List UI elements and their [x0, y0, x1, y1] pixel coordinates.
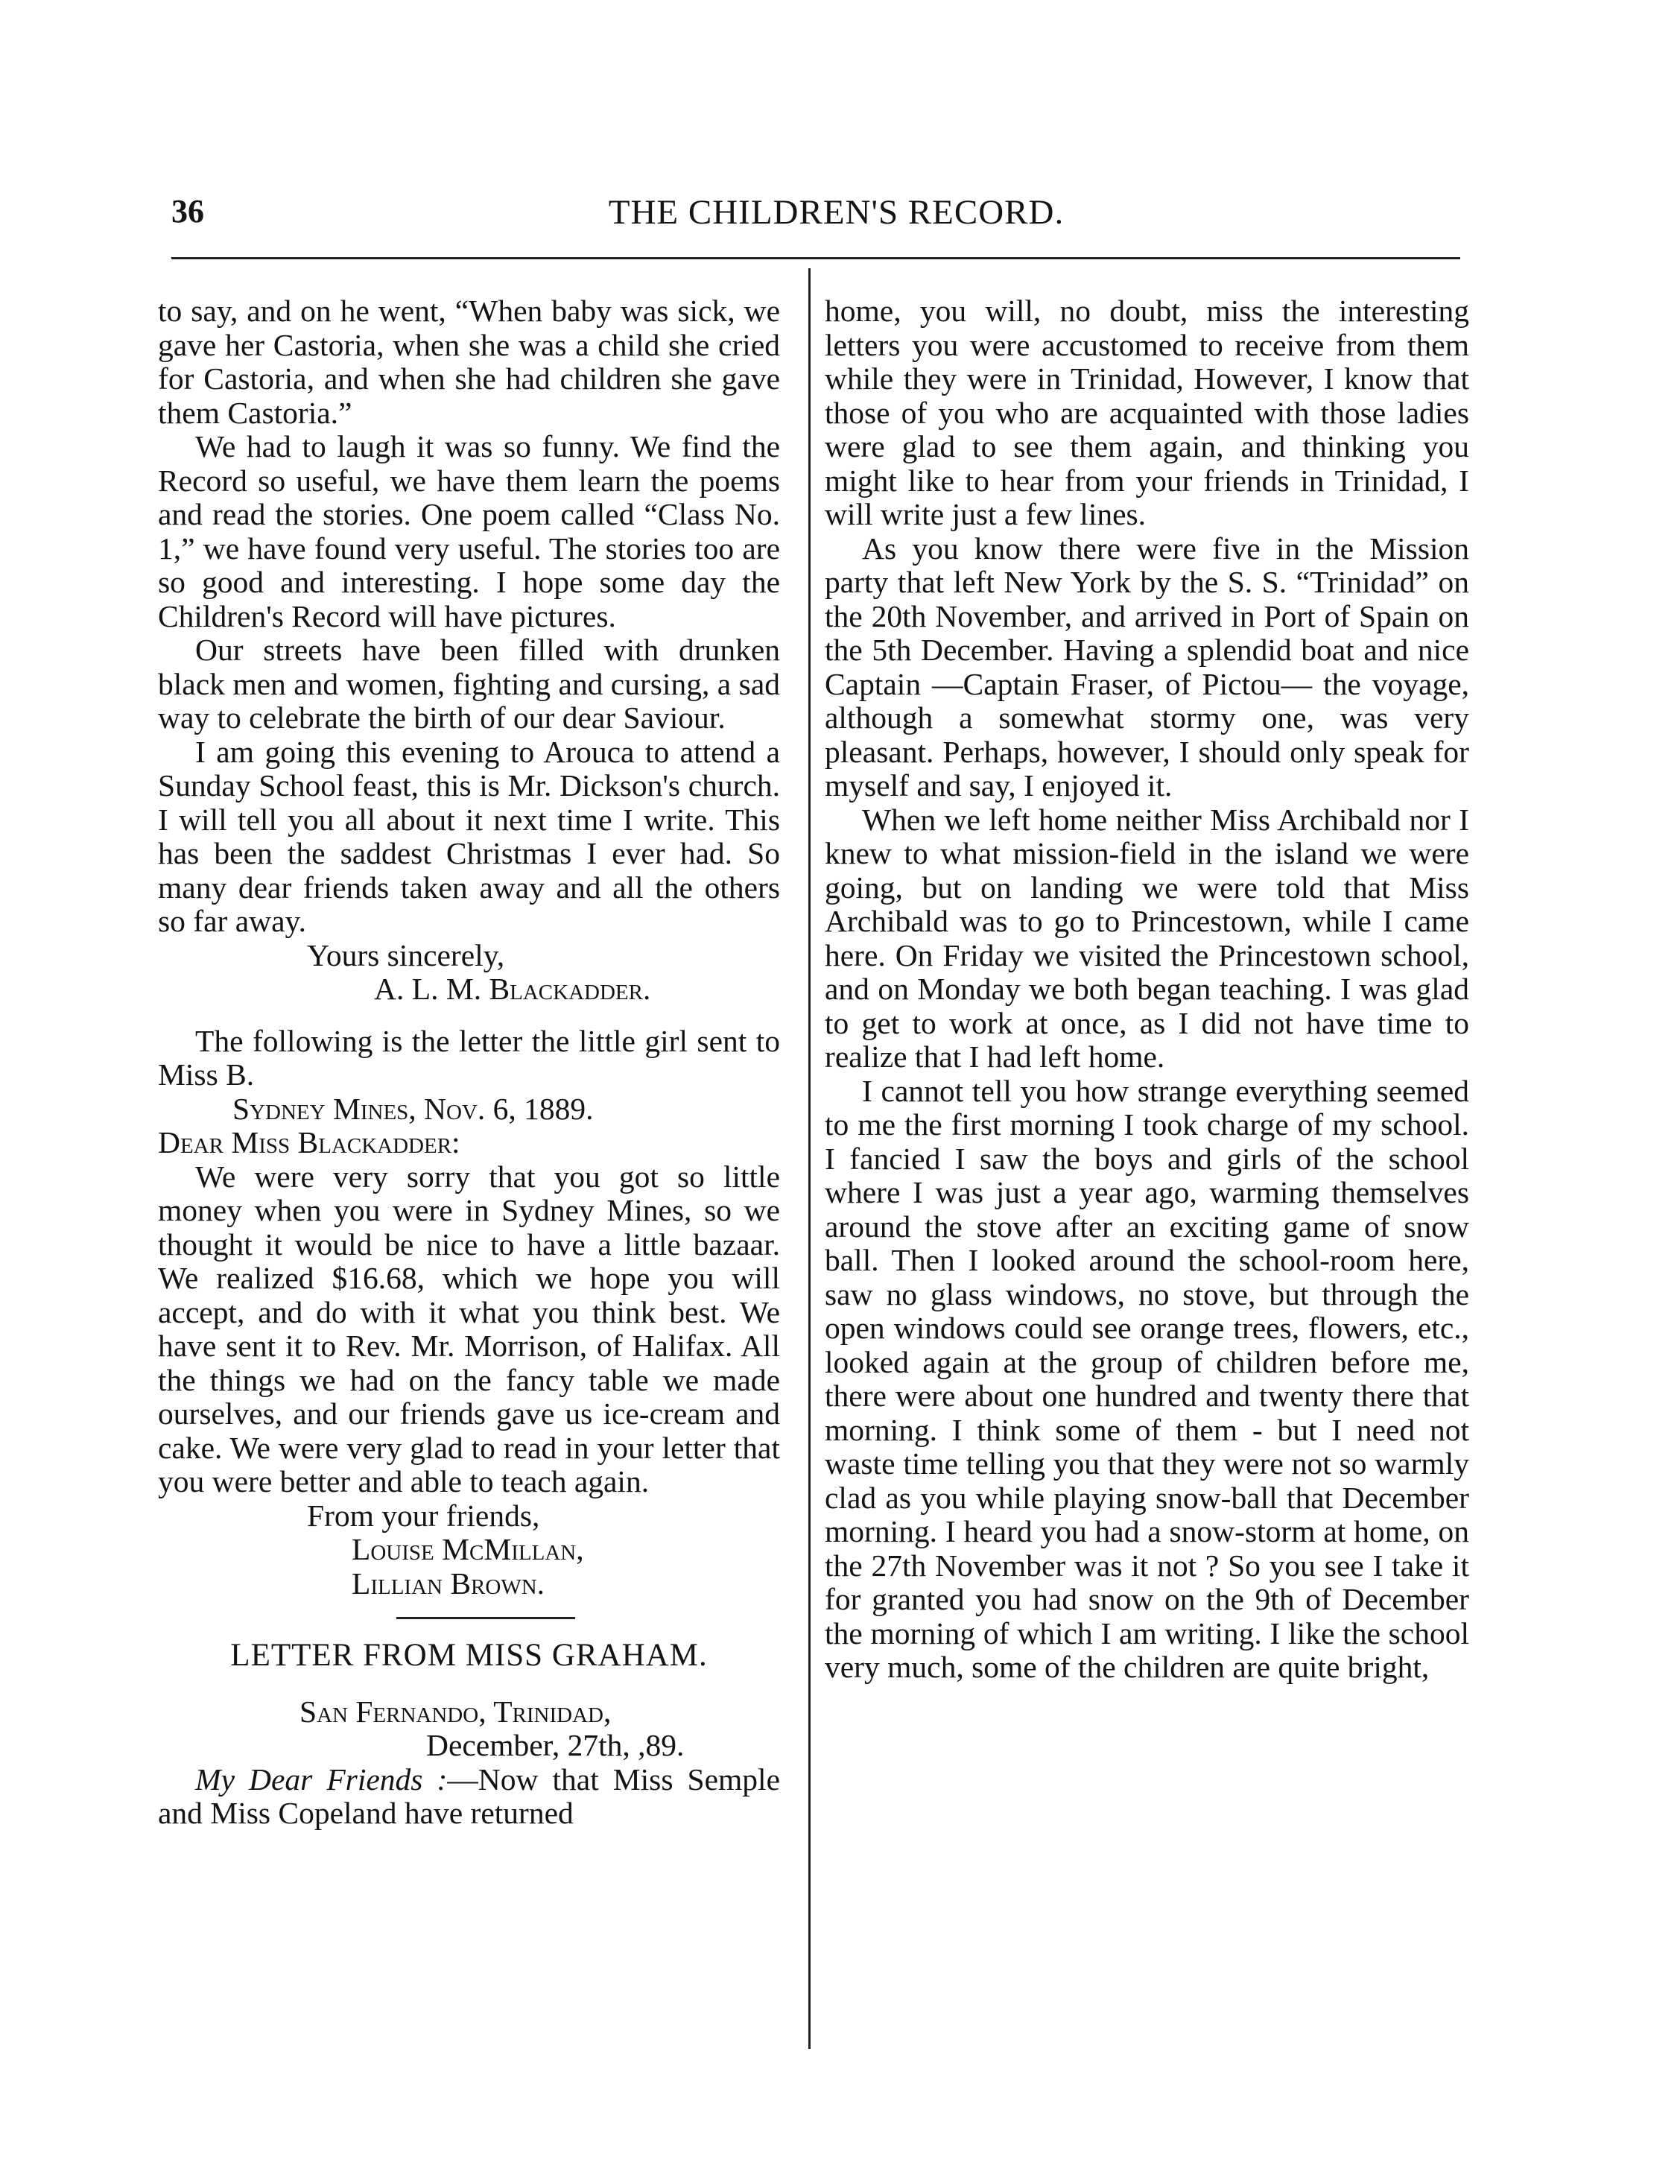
paragraph — [158, 1763, 780, 1831]
letter-closing: From your friends, — [307, 1498, 540, 1533]
letter-signature: Louise McMillan, — [352, 1532, 584, 1566]
page-number: 36 — [171, 193, 204, 230]
paragraph: home, you will, no doubt, miss the interesting letters you were accustomed to receive from them while they were in Trinidad, However, I know that those of you who are acquainted with those ladies were glad to see them again, and thinking you might like to hear from your friends in Trinidad, I will write just a few lines. — [825, 294, 1469, 531]
section-rule — [396, 1617, 575, 1619]
salutation: My Dear Friends : — [195, 1762, 448, 1797]
paragraph: Our streets have been filled with drunken black men and women, fighting and cursing, a sad way to celebrate the birth of our dear Saviour. — [158, 633, 780, 735]
place-line: San Fernando, Trinidad, — [299, 1694, 612, 1729]
section-title: LETTER FROM MISS GRAHAM. — [230, 1638, 708, 1673]
paragraph: I cannot tell you how strange everything seemed to me the first morning I took charge of my school. I fancied I saw the boys and girls of the school where I was just a year ago, warming themselves around the stove after an exciting game of snow ball. Then I looked around the school-room here, saw no glass windows, no stove, but through the open windows could see orange trees, flowers, etc., looked again at the group of children before me, there were about one hundred and twenty there that morning. I think some of them - but I need not waste time telling you that they were not so warmly clad as you while playing snow-ball that December morning. I heard you had a snow-storm at home, on the 27th November was it not ? So you see I take it for granted you had snow on the 9th of December the morning of which I am writing. I like the school very much, some of the children are quite bright, — [825, 1073, 1469, 1684]
left-column — [158, 294, 780, 1831]
paragraph: As you know there were five in the Mission party that left New York by the S. S. “Trinidad” on the 20th November, and arrived in Port of Spain on the 5th December. Having a splendid boat and nice Captain —Captain Fraser, of Pictou— the voyage, although a somewhat stormy one, was very pleasant. Perhaps, however, I should only speak for myself and say, I enjoyed it. — [825, 531, 1469, 803]
paragraph: to say, and on he went, “When baby was sick, we gave her Castoria, when she was a child she cried for Castoria, and when she had children she gave them Castoria.” — [158, 294, 780, 430]
paragraph: The following is the letter the little girl sent to Miss B. — [158, 1023, 780, 1092]
right-column — [825, 294, 1469, 1685]
page-title: THE CHILDREN'S RECORD. — [608, 193, 1065, 232]
header-rule — [171, 257, 1460, 259]
column-divider — [808, 268, 811, 2049]
paragraph: We were very sorry that you got so little money when you were in Sydney Mines, so we thought it would be nice to have a little bazaar. We realized $16.68, which we hope you will accept, and do with it what you think best. We have sent it to Rev. Mr. Morrison, of Halifax. All the things we had on the fancy table we made ourselves, and our friends gave us ice-cream and cake. We were very glad to read in your letter that you were better and able to teach again. — [158, 1159, 780, 1498]
salutation: Dear Miss Blackadder: — [158, 1125, 460, 1159]
letter-signature: Lillian Brown. — [352, 1566, 545, 1601]
paragraph: We had to laugh it was so funny. We find the Record so useful, we have them learn the poems and read the stories. One poem called “Class No. 1,” we have found very useful. The stories too are so good and interesting. I hope some day the Children's Record will have pictures. — [158, 429, 780, 633]
letter-closing: Yours sincerely, — [307, 937, 505, 972]
letter-signature: A. L. M. Blackadder. — [374, 972, 651, 1006]
paragraph: I am going this evening to Arouca to attend a Sunday School feast, this is Mr. Dickson's church. I will tell you all about it next time I write. This has been the saddest Christmas I ever had. So many dear friends taken away and all the others so far away. — [158, 734, 780, 938]
paragraph: When we left home neither Miss Archibald nor I knew to what mission-field in the island we were going, but on landing we were told that Miss Archibald was to go to Princestown, while I came here. On Friday we visited the Princestown school, and on Monday we both began teaching. I was glad to get to work at once, as I did not have time to realize that I had left home. — [825, 802, 1469, 1074]
dateline: Sydney Mines, Nov. 6, 1889. — [232, 1091, 594, 1126]
paragraph-text: —Now that Miss Semple and Miss Copeland have returned — [158, 1762, 780, 1830]
date-line: December, 27th, ,89. — [426, 1728, 685, 1762]
